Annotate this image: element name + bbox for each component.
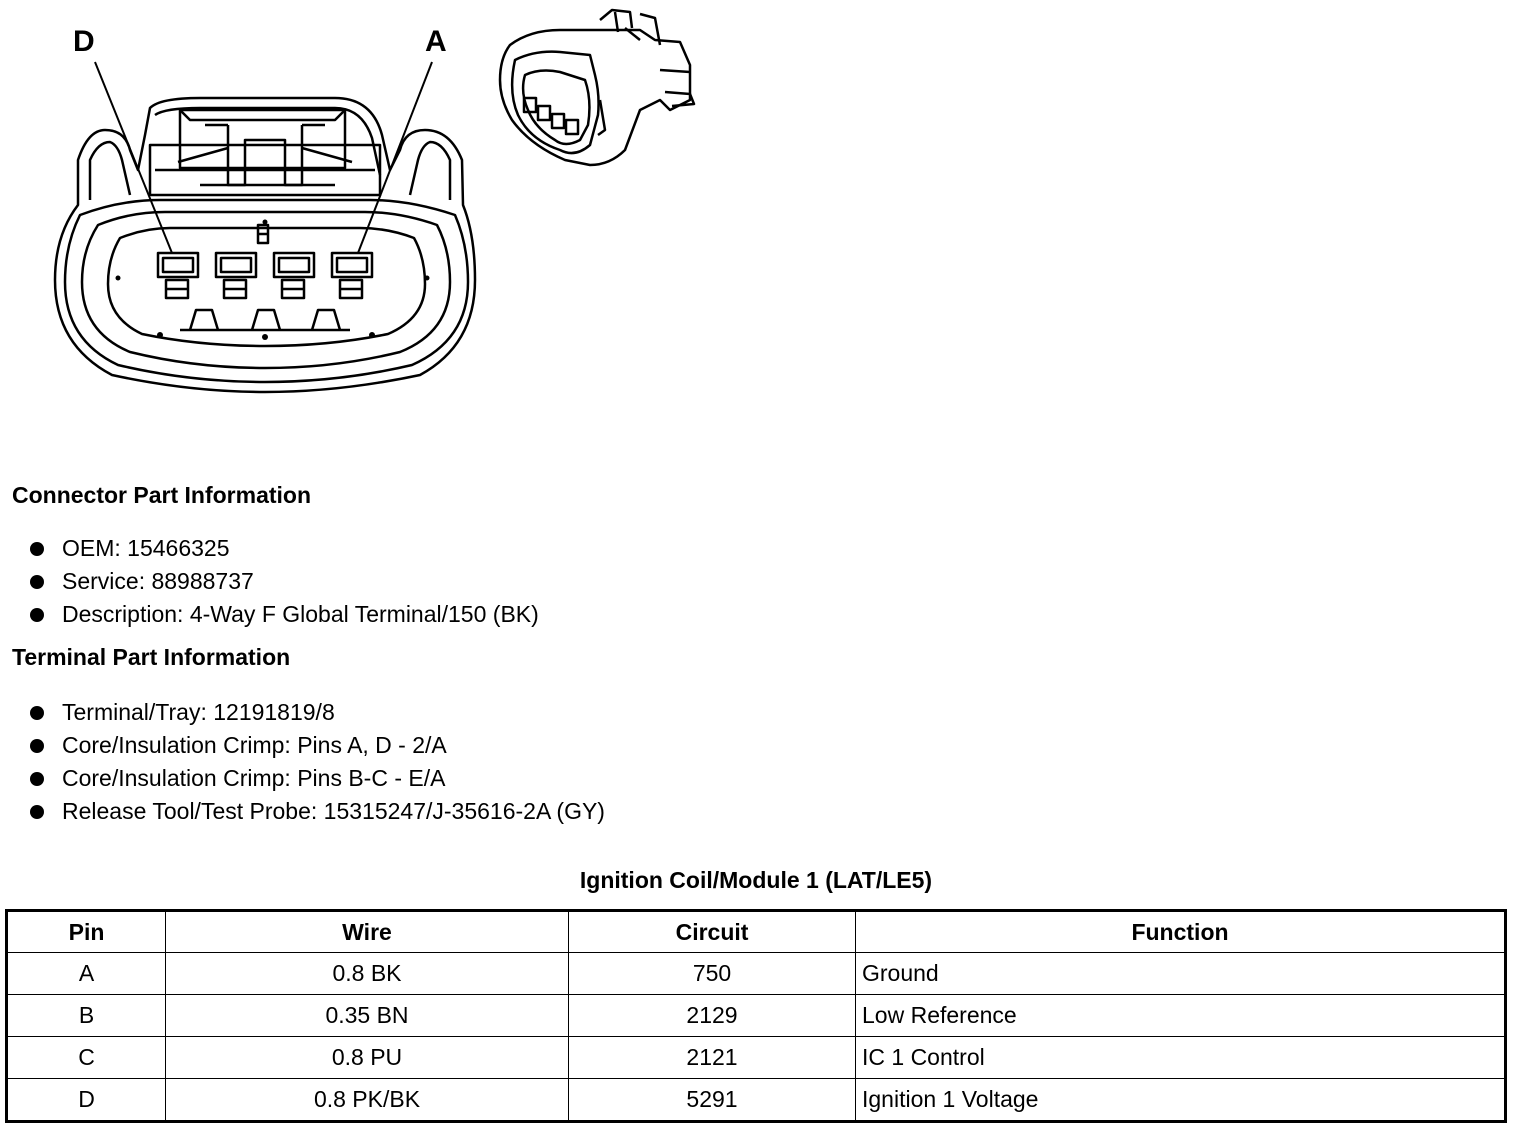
table-row xyxy=(7,1078,1506,1121)
function-cell: IC 1 Control xyxy=(856,1036,1506,1078)
function-cell: Low Reference xyxy=(856,994,1506,1036)
connector-diagram xyxy=(0,0,760,420)
circuit-cell: 2121 xyxy=(569,1036,856,1078)
circuit-cell: 750 xyxy=(569,953,856,995)
circuit-cell: 5291 xyxy=(569,1078,856,1121)
list-item-text: Description: 4-Way F Global Terminal/150 (BK) xyxy=(62,601,539,627)
column-header-circuit: Circuit xyxy=(569,911,856,953)
list-item-text: Release Tool/Test Probe: 15315247/J-35616-2A (GY) xyxy=(62,798,605,824)
list-item xyxy=(30,729,605,762)
terminal-info-heading: Terminal Part Information xyxy=(12,644,291,670)
wire-cell: 0.8 PK/BK xyxy=(166,1078,569,1121)
pin-cell: D xyxy=(7,1078,166,1121)
bullet-icon xyxy=(30,772,44,786)
table-row xyxy=(7,1036,1506,1078)
list-item-text: Service: 88988737 xyxy=(62,568,254,594)
wire-cell: 0.8 BK xyxy=(166,953,569,995)
bullet-icon xyxy=(30,608,44,622)
function-cell: Ground xyxy=(856,953,1506,995)
bullet-icon xyxy=(30,805,44,819)
table-header-row xyxy=(7,911,1506,953)
column-header-function: Function xyxy=(856,911,1506,953)
list-item xyxy=(30,598,539,631)
list-item xyxy=(30,762,605,795)
list-item xyxy=(30,565,539,598)
column-header-wire: Wire xyxy=(166,911,569,953)
bullet-icon xyxy=(30,706,44,720)
connector-info-list xyxy=(30,532,539,631)
table-row xyxy=(7,953,1506,995)
pinout-table xyxy=(5,909,1507,1123)
pin-d-label: D xyxy=(73,25,95,58)
table-title: Ignition Coil/Module 1 (LAT/LE5) xyxy=(579,867,933,893)
connector-face-drawing xyxy=(0,0,760,420)
pin-a-label: A xyxy=(425,25,447,58)
list-item-text: Core/Insulation Crimp: Pins A, D - 2/A xyxy=(62,732,447,758)
circuit-cell: 2129 xyxy=(569,994,856,1036)
table-row xyxy=(7,994,1506,1036)
pin-cell: C xyxy=(7,1036,166,1078)
wire-cell: 0.8 PU xyxy=(166,1036,569,1078)
wire-cell: 0.35 BN xyxy=(166,994,569,1036)
list-item xyxy=(30,795,605,828)
list-item xyxy=(30,696,605,729)
bullet-icon xyxy=(30,542,44,556)
function-cell: Ignition 1 Voltage xyxy=(856,1078,1506,1121)
pin-cell: B xyxy=(7,994,166,1036)
list-item xyxy=(30,532,539,565)
connector-info-heading: Connector Part Information xyxy=(12,482,312,508)
column-header-pin: Pin xyxy=(7,911,166,953)
pin-cell: A xyxy=(7,953,166,995)
list-item-text: Terminal/Tray: 12191819/8 xyxy=(62,699,335,725)
bullet-icon xyxy=(30,739,44,753)
bullet-icon xyxy=(30,575,44,589)
terminal-info-list xyxy=(30,696,605,828)
list-item-text: OEM: 15466325 xyxy=(62,535,230,561)
list-item-text: Core/Insulation Crimp: Pins B-C - E/A xyxy=(62,765,446,791)
